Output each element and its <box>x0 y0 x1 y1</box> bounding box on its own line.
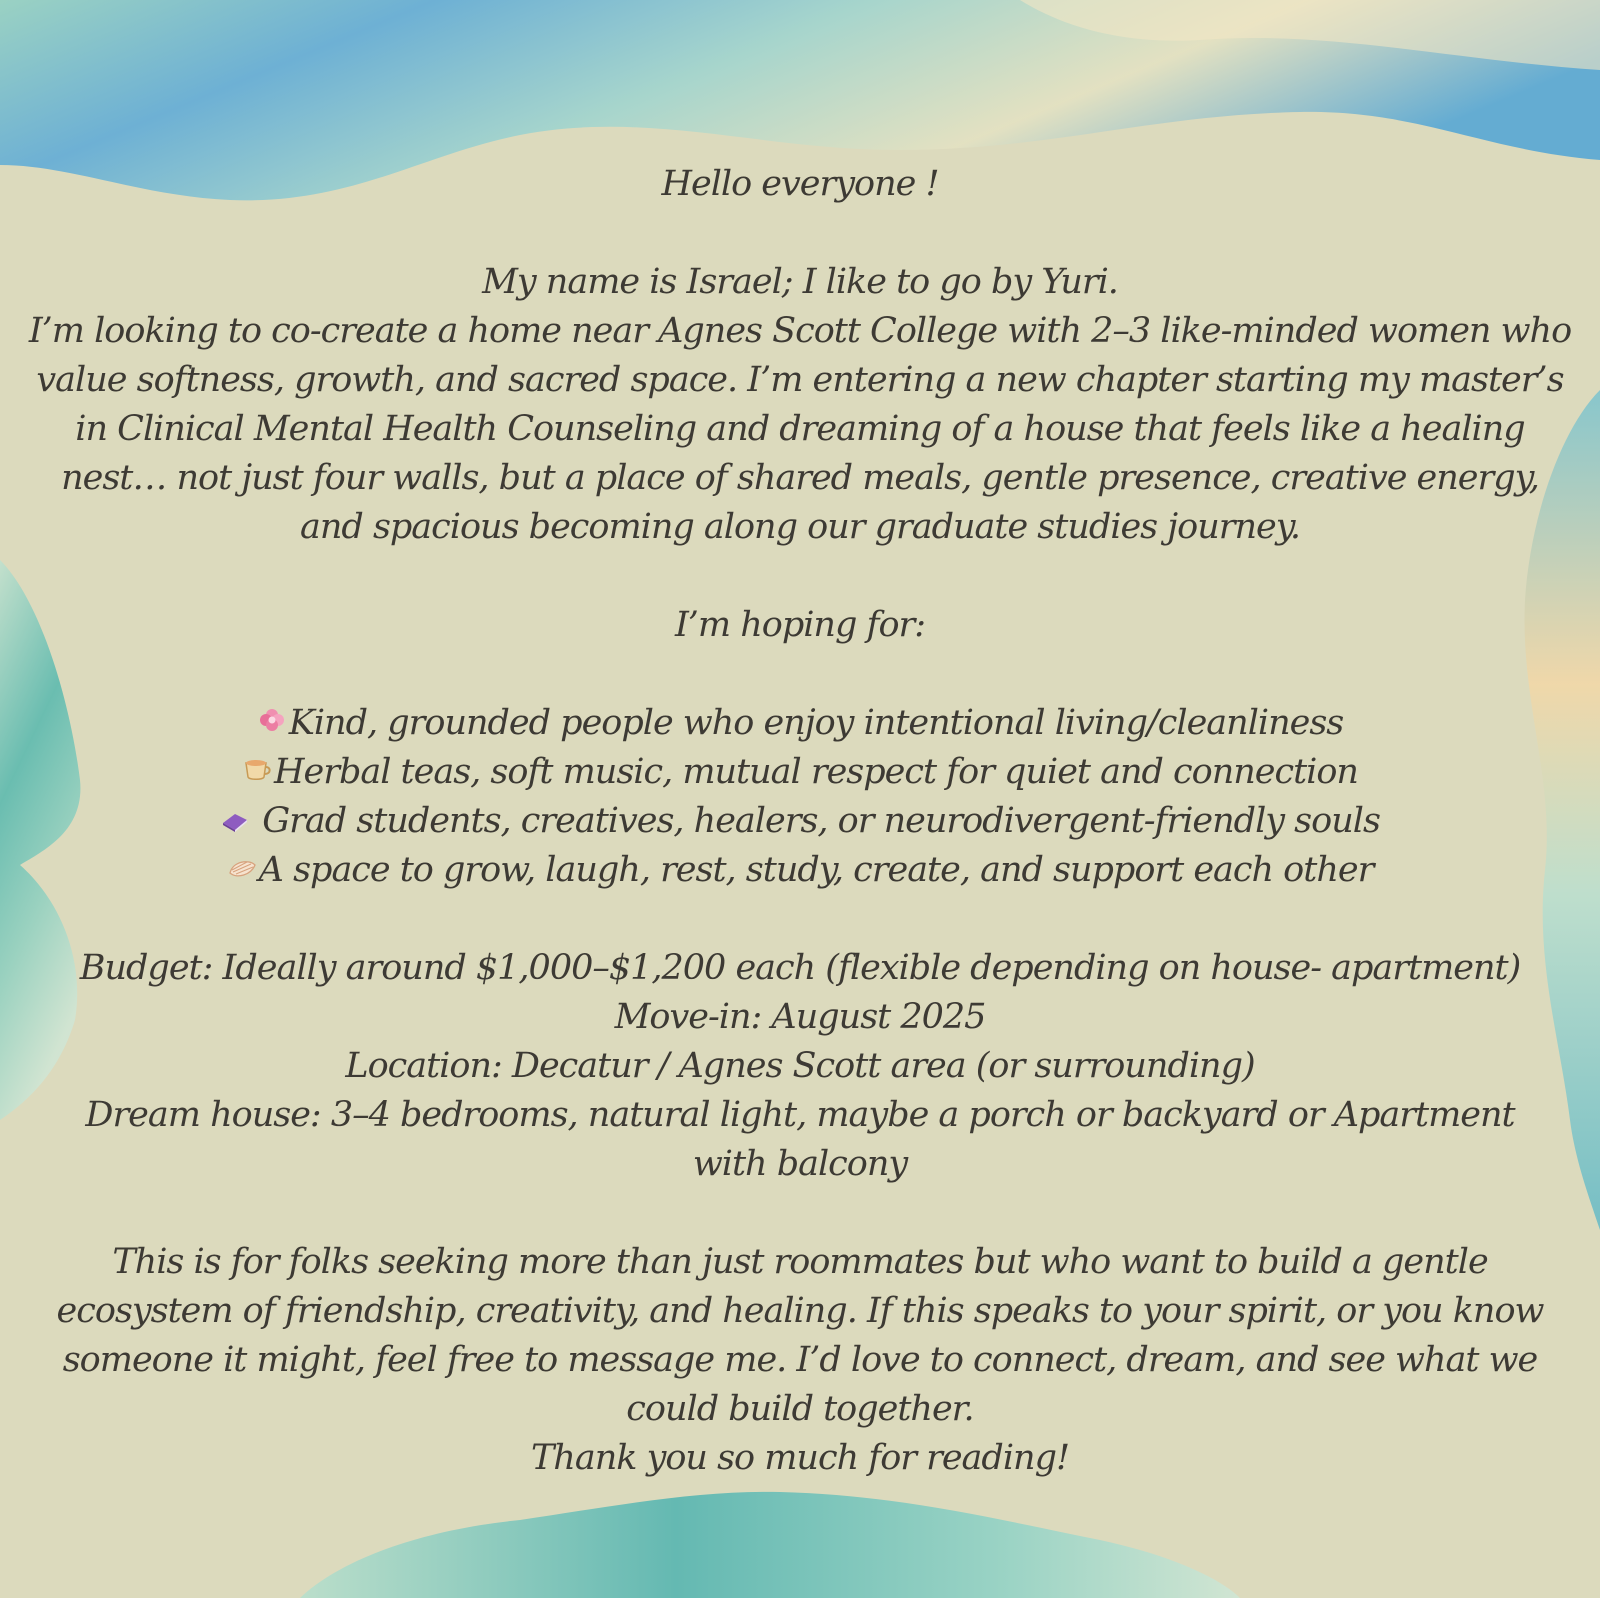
hope-text: Grad students, creatives, healers, or neurodivergent-friendly souls <box>252 801 1380 841</box>
hope-item <box>20 846 1580 895</box>
seashell-icon <box>227 853 257 883</box>
move-in-line: Move-in: August 2025 <box>614 997 986 1037</box>
greeting: Hello everyone ! <box>661 164 939 204</box>
hope-item <box>20 699 1580 748</box>
hope-text: Kind, grounded people who enjoy intentional living/cleanliness <box>288 703 1344 743</box>
closing-paragraph: This is for folks seeking more than just roommates but who want to build a gentle ecosystem of friendship, creativity, and healing. If this speaks to your spirit, or you know someone it might, feel free to message me. I’d love to connect, dream, and see what we could build together. <box>56 1242 1544 1429</box>
hope-item <box>20 748 1580 797</box>
hoping-heading: I’m hoping for: <box>674 605 926 645</box>
hope-text: A space to grow, laugh, rest, study, create, and support each other <box>258 850 1374 890</box>
hope-item <box>20 797 1580 846</box>
dream-house-line: Dream house: 3–4 bedrooms, natural light, maybe a porch or backyard or Apartment with balcony <box>85 1095 1515 1184</box>
letter-body <box>20 160 1580 1483</box>
hope-text: Herbal teas, soft music, mutual respect for quiet and connection <box>274 752 1358 792</box>
tea-cup-icon <box>242 755 272 785</box>
pink-flower-icon <box>257 706 287 736</box>
purple-book-icon <box>220 804 250 834</box>
thanks-line: Thank you so much for reading! <box>530 1438 1070 1478</box>
intro-line: My name is Israel; I like to go by Yuri. <box>482 262 1118 302</box>
budget-line: Budget: Ideally around $1,000–$1,200 each (flexible depending on house- apartment) <box>79 948 1521 988</box>
location-line: Location: Decatur / Agnes Scott area (or surrounding) <box>345 1046 1255 1086</box>
description-paragraph: I’m looking to co-create a home near Agnes Scott College with 2–3 like-minded women who value softness, growth, and sacred space. I’m entering a new chapter starting my master’s in Clinical Mental Health Counseling and dreaming of a house that feels like a healing nest… not just four walls, but a place of shared meals, gentle presence, creative energy, and spacious becoming along our graduate studies journey. <box>28 311 1572 547</box>
